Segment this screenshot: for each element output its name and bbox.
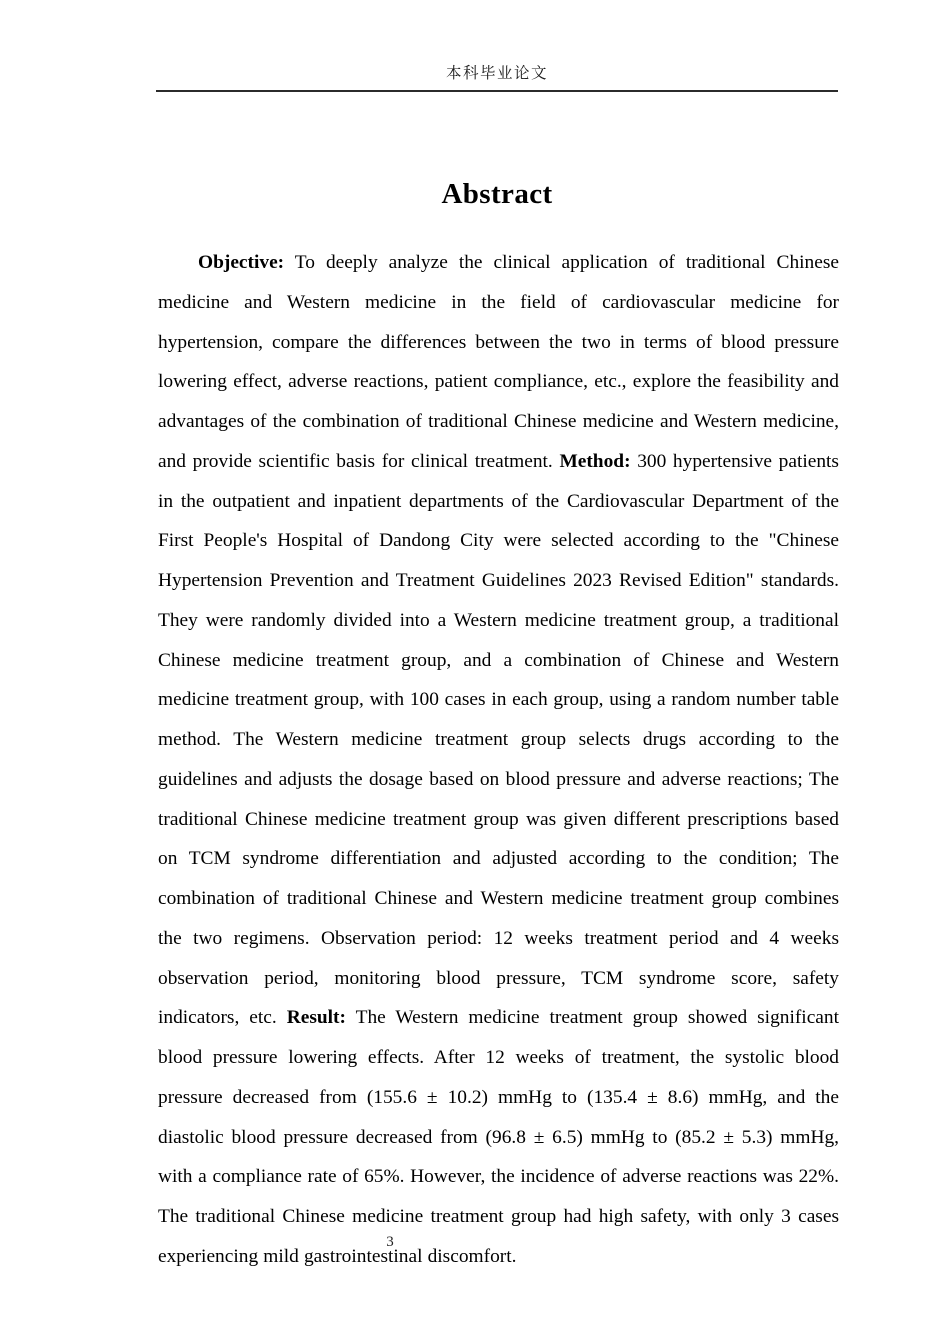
abstract-body [158, 243, 839, 1277]
header-divider [156, 90, 838, 92]
page-number: 3 [386, 1234, 394, 1250]
running-header-title: 本科毕业论文 [445, 64, 548, 82]
result-label: Result: [286, 1007, 346, 1029]
objective-label: Objective: [198, 252, 285, 273]
page-title: Abstract [441, 178, 553, 210]
running-header [156, 62, 838, 92]
abstract-paragraph [158, 243, 839, 1277]
result-text: The Western medicine treatment group showed significant blood pressure lowering effects. After 12 weeks of treatment, the systolic blood pressure decreased from (155.6 ± 10.2) mmHg to (135.4 ± 8.6) mmHg, and the diastolic blood pressure decreased from (96.8 ± 6.5) mmHg to (85.2 ± 5.3) mmHg, with a compliance rate of 65%. However, the incidence of adverse reactions was 22%. The traditional Chinese medicine treatment group had high safety, with only 3 cases experiencing mild gastrointestinal discomfort. [158, 1007, 839, 1267]
method-label: Method: [559, 450, 631, 472]
method-text: 300 hypertensive patients in the outpatient and inpatient departments of the Cardiovascular Department of the First People's Hospital of Dandong City were selected according to the "Chinese Hypertension Prevention and Treatment Guidelines 2023 Revised Edition" standards. They were randomly divided into a Western medicine treatment group, a traditional Chinese medicine treatment group, and a combination of Chinese and Western medicine treatment group, with 100 cases in each group, using a random number table method. The Western medicine treatment group selects drugs according to the guidelines and adjusts the dosage based on blood pressure and adverse reactions; The traditional Chinese medicine treatment group was given different prescriptions based on TCM syndrome differentiation and adjusted according to the condition; The combination of traditional Chinese and Western medicine treatment group combines the two regimens. Observation period: 12 weeks treatment period and 4 weeks observation period, monitoring blood pressure, TCM syndrome score, safety indicators, etc. [158, 450, 839, 1029]
objective-text: To deeply analyze the clinical application of traditional Chinese medicine and Western medicine in the field of cardiovascular medicine for hypertension, compare the differences between the two in terms of blood pressure lowering effect, adverse reactions, patient compliance, etc., explore the feasibility and advantages of the combination of traditional Chinese medicine and Western medicine, and provide scientific basis for clinical treatment. [158, 252, 839, 472]
